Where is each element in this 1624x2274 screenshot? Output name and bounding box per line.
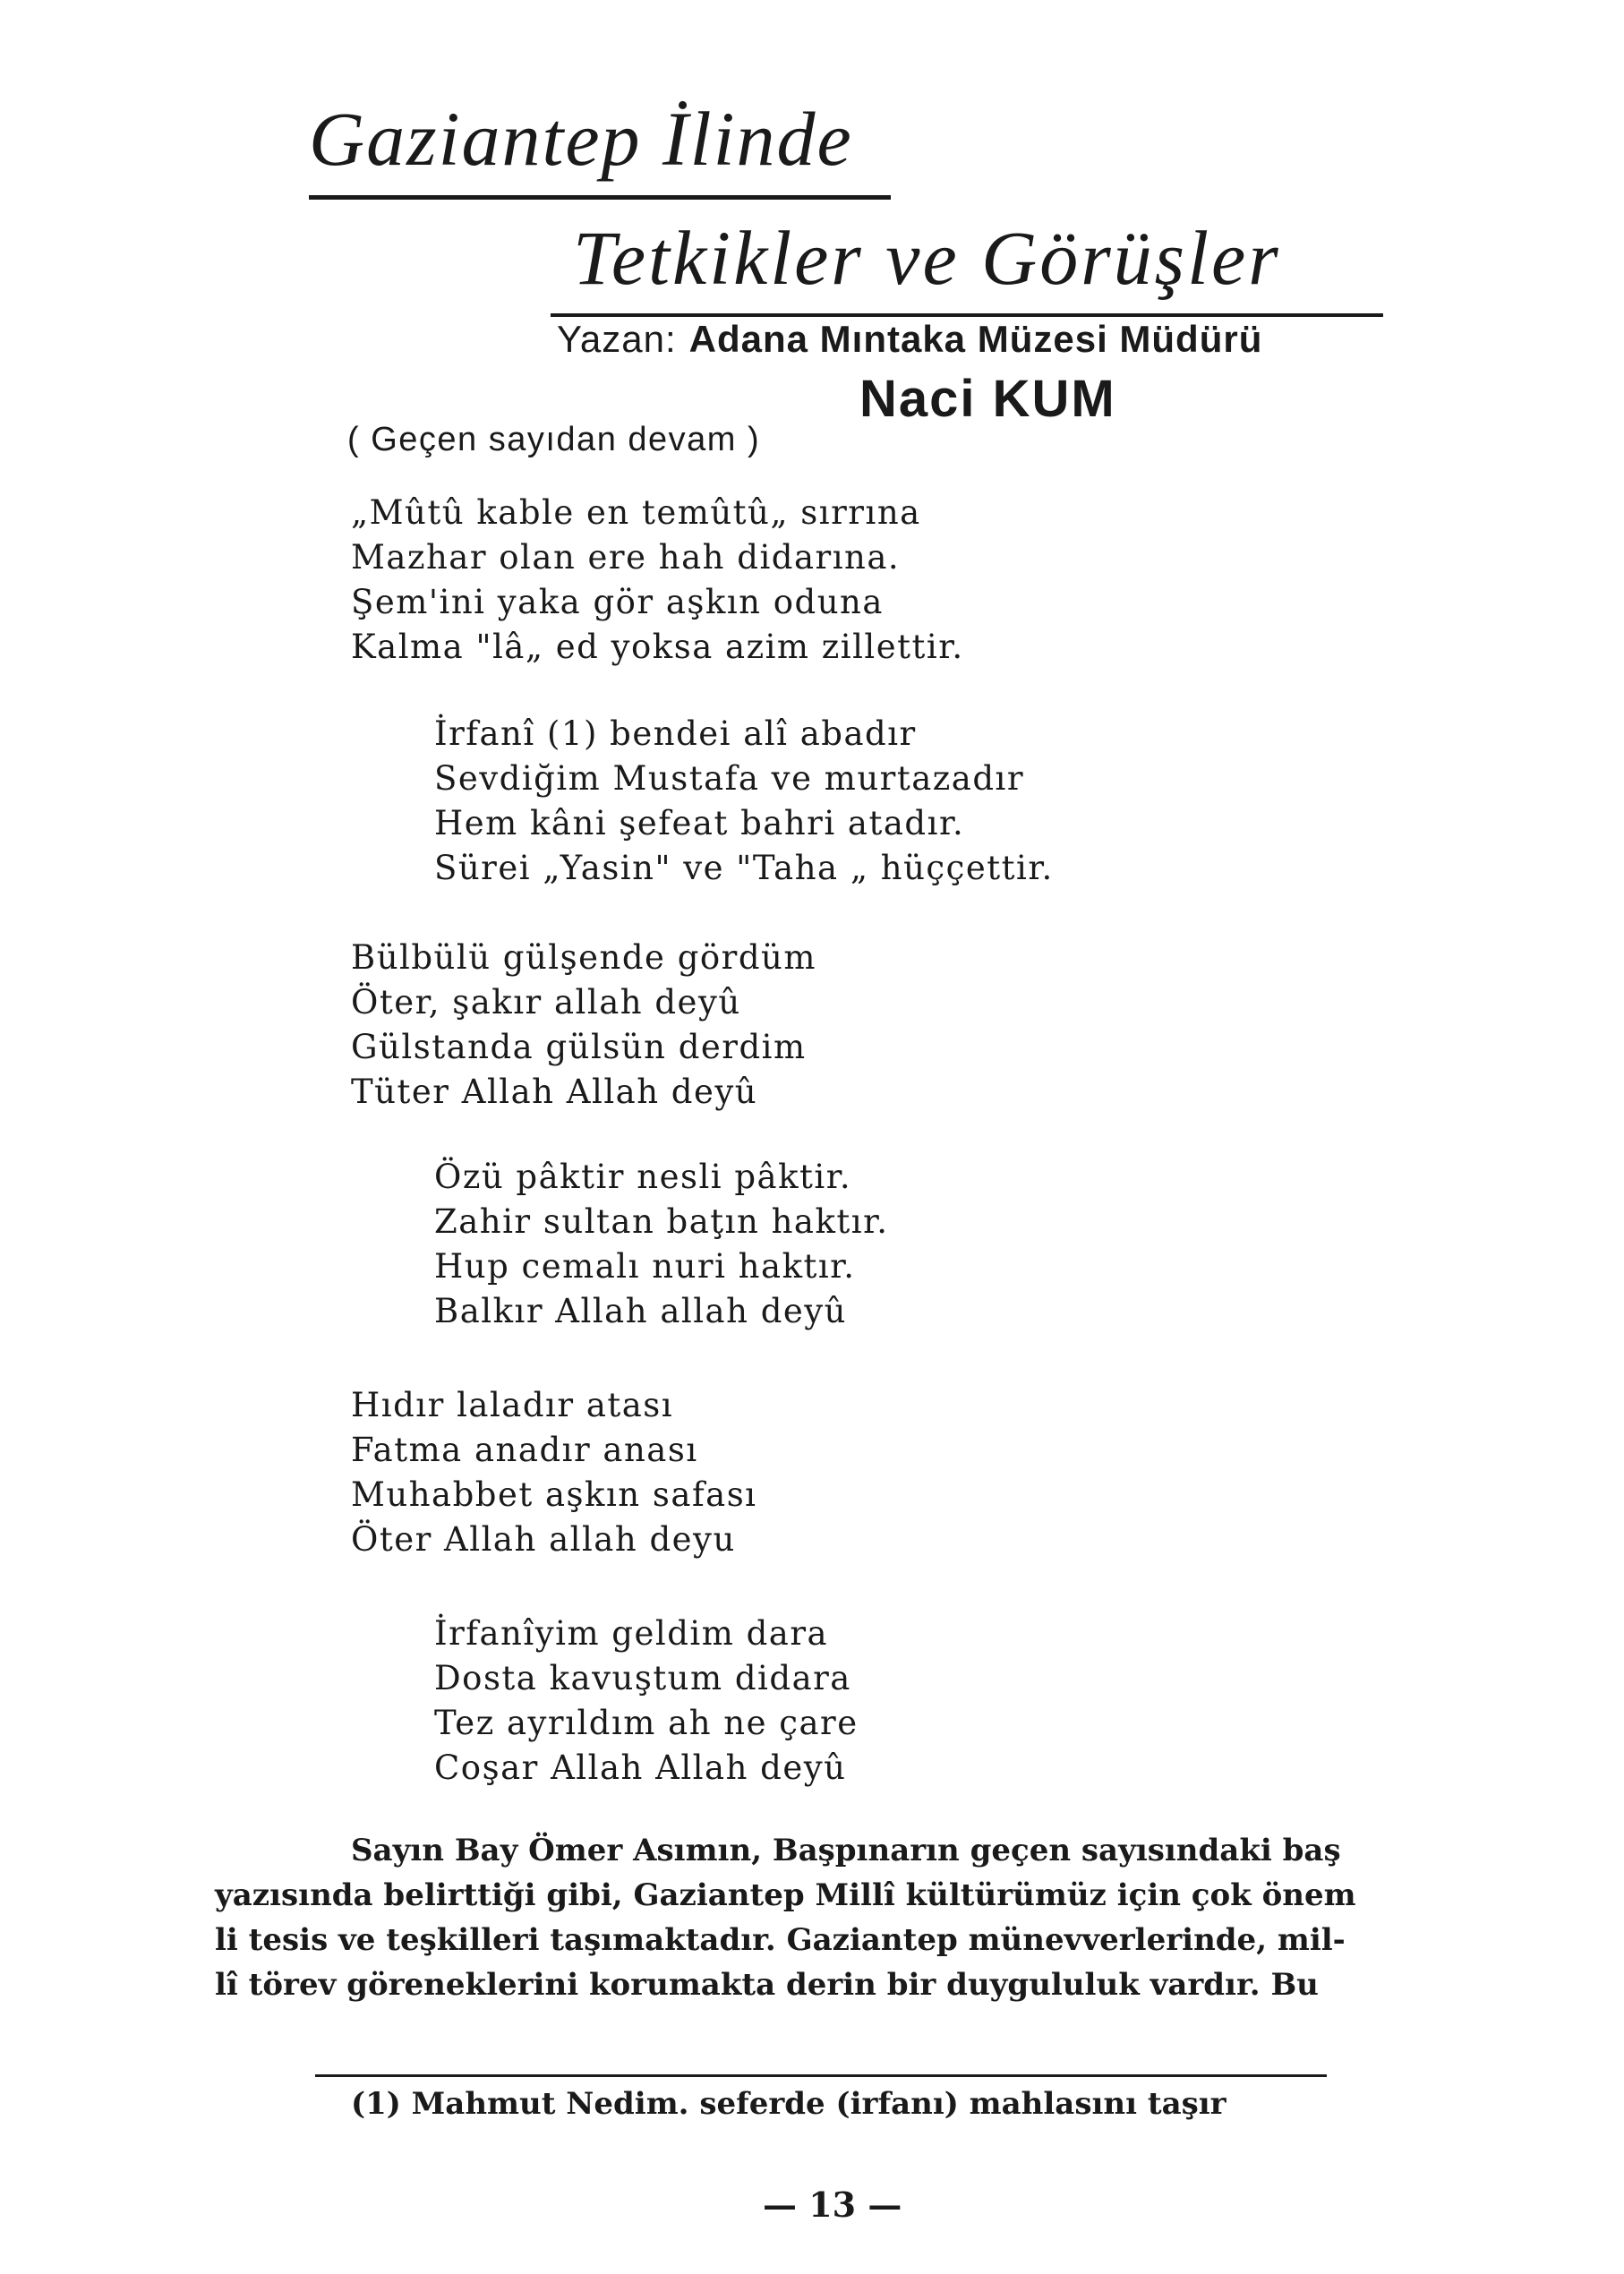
author-name: Naci KUM (859, 370, 1116, 428)
byline-label: Yazan: (557, 318, 677, 360)
verse-line: Şem'ini yaka gör aşkın oduna (351, 583, 884, 621)
verse-line: Sevdiğim Mustafa ve murtazadır (434, 759, 1025, 798)
title-line-2: Tetkikler ve Görüşler (573, 215, 1281, 301)
verse-line: Tez ayrıldım ah ne çare (434, 1704, 859, 1742)
verse-line: Öter Allah allah deyu (351, 1520, 736, 1559)
paragraph-line: li tesis ve teşkilleri taşımaktadır. Gaziantep münevverlerinde, mil- (215, 1922, 1346, 1958)
verse-line: Muhabbet aşkın safası (351, 1475, 757, 1514)
stanza (351, 936, 816, 1115)
verse-line: Gülstanda gülsün derdim (351, 1028, 807, 1066)
verse-line: Sürei „Yasin" ve "Taha „ hüççettir. (434, 849, 1054, 887)
title-line-1: Gaziantep İlinde (309, 96, 853, 182)
paragraph-line: lî törev göreneklerini korumakta derin bir duygululuk vardır. Bu (215, 1967, 1319, 2003)
paragraph-line: yazısında belirttiği gibi, Gaziantep Millî kültürümüz için çok önem (215, 1877, 1356, 1913)
verse-line: Kalma "lâ„ ed yoksa azim zillettir. (351, 628, 964, 666)
verse-line: Özü pâktir nesli pâktir. (434, 1158, 852, 1196)
verse-line: Dosta kavuştum didara (434, 1659, 851, 1697)
body-paragraph (215, 1828, 1486, 2007)
verse-line: Zahir sultan baţın haktır. (434, 1202, 889, 1241)
verse-line: Coşar Allah Allah deyû (434, 1748, 847, 1787)
verse-line: Hup cemalı nuri haktır. (434, 1247, 856, 1286)
paragraph-line: Sayın Bay Ömer Asımın, Başpınarın geçen sayısındaki baş (351, 1833, 1341, 1868)
verse-line: Hem kâni şefeat bahri atadır. (434, 804, 965, 842)
verse-line: „Mûtû kable en temûtû„ sırrına (351, 493, 921, 532)
stanza (434, 1611, 859, 1791)
verse-line: Öter, şakır allah deyû (351, 983, 741, 1022)
verse-line: Fatma anadır anası (351, 1431, 698, 1469)
verse-line: Bülbülü gülşende gördüm (351, 938, 816, 977)
subtitle-underline (551, 313, 1383, 317)
footnote: (1) Mahmut Nedim. seferde (irfanı) mahlasını taşır (351, 2086, 1227, 2122)
page-number: — 13 — (763, 2184, 902, 2225)
verse-line: İrfanîyim geldim dara (434, 1614, 829, 1653)
title-underline (309, 195, 891, 200)
continued-note: ( Geçen sayıdan devam ) (347, 421, 761, 458)
stanza (351, 1383, 757, 1562)
byline (557, 318, 1262, 361)
stanza (351, 491, 964, 670)
stanza (434, 712, 1054, 891)
verse-line: Hıdır laladır atası (351, 1386, 674, 1424)
footnote-divider (315, 2074, 1327, 2077)
verse-line: İrfanî (1) bendei alî abadır (434, 714, 917, 753)
stanza (434, 1155, 888, 1334)
verse-line: Mazhar olan ere hah didarına. (351, 538, 901, 577)
verse-line: Balkır Allah allah deyû (434, 1292, 848, 1330)
verse-line: Tüter Allah Allah deyû (351, 1073, 758, 1111)
byline-organization: Adana Mıntaka Müzesi Müdürü (688, 318, 1263, 360)
